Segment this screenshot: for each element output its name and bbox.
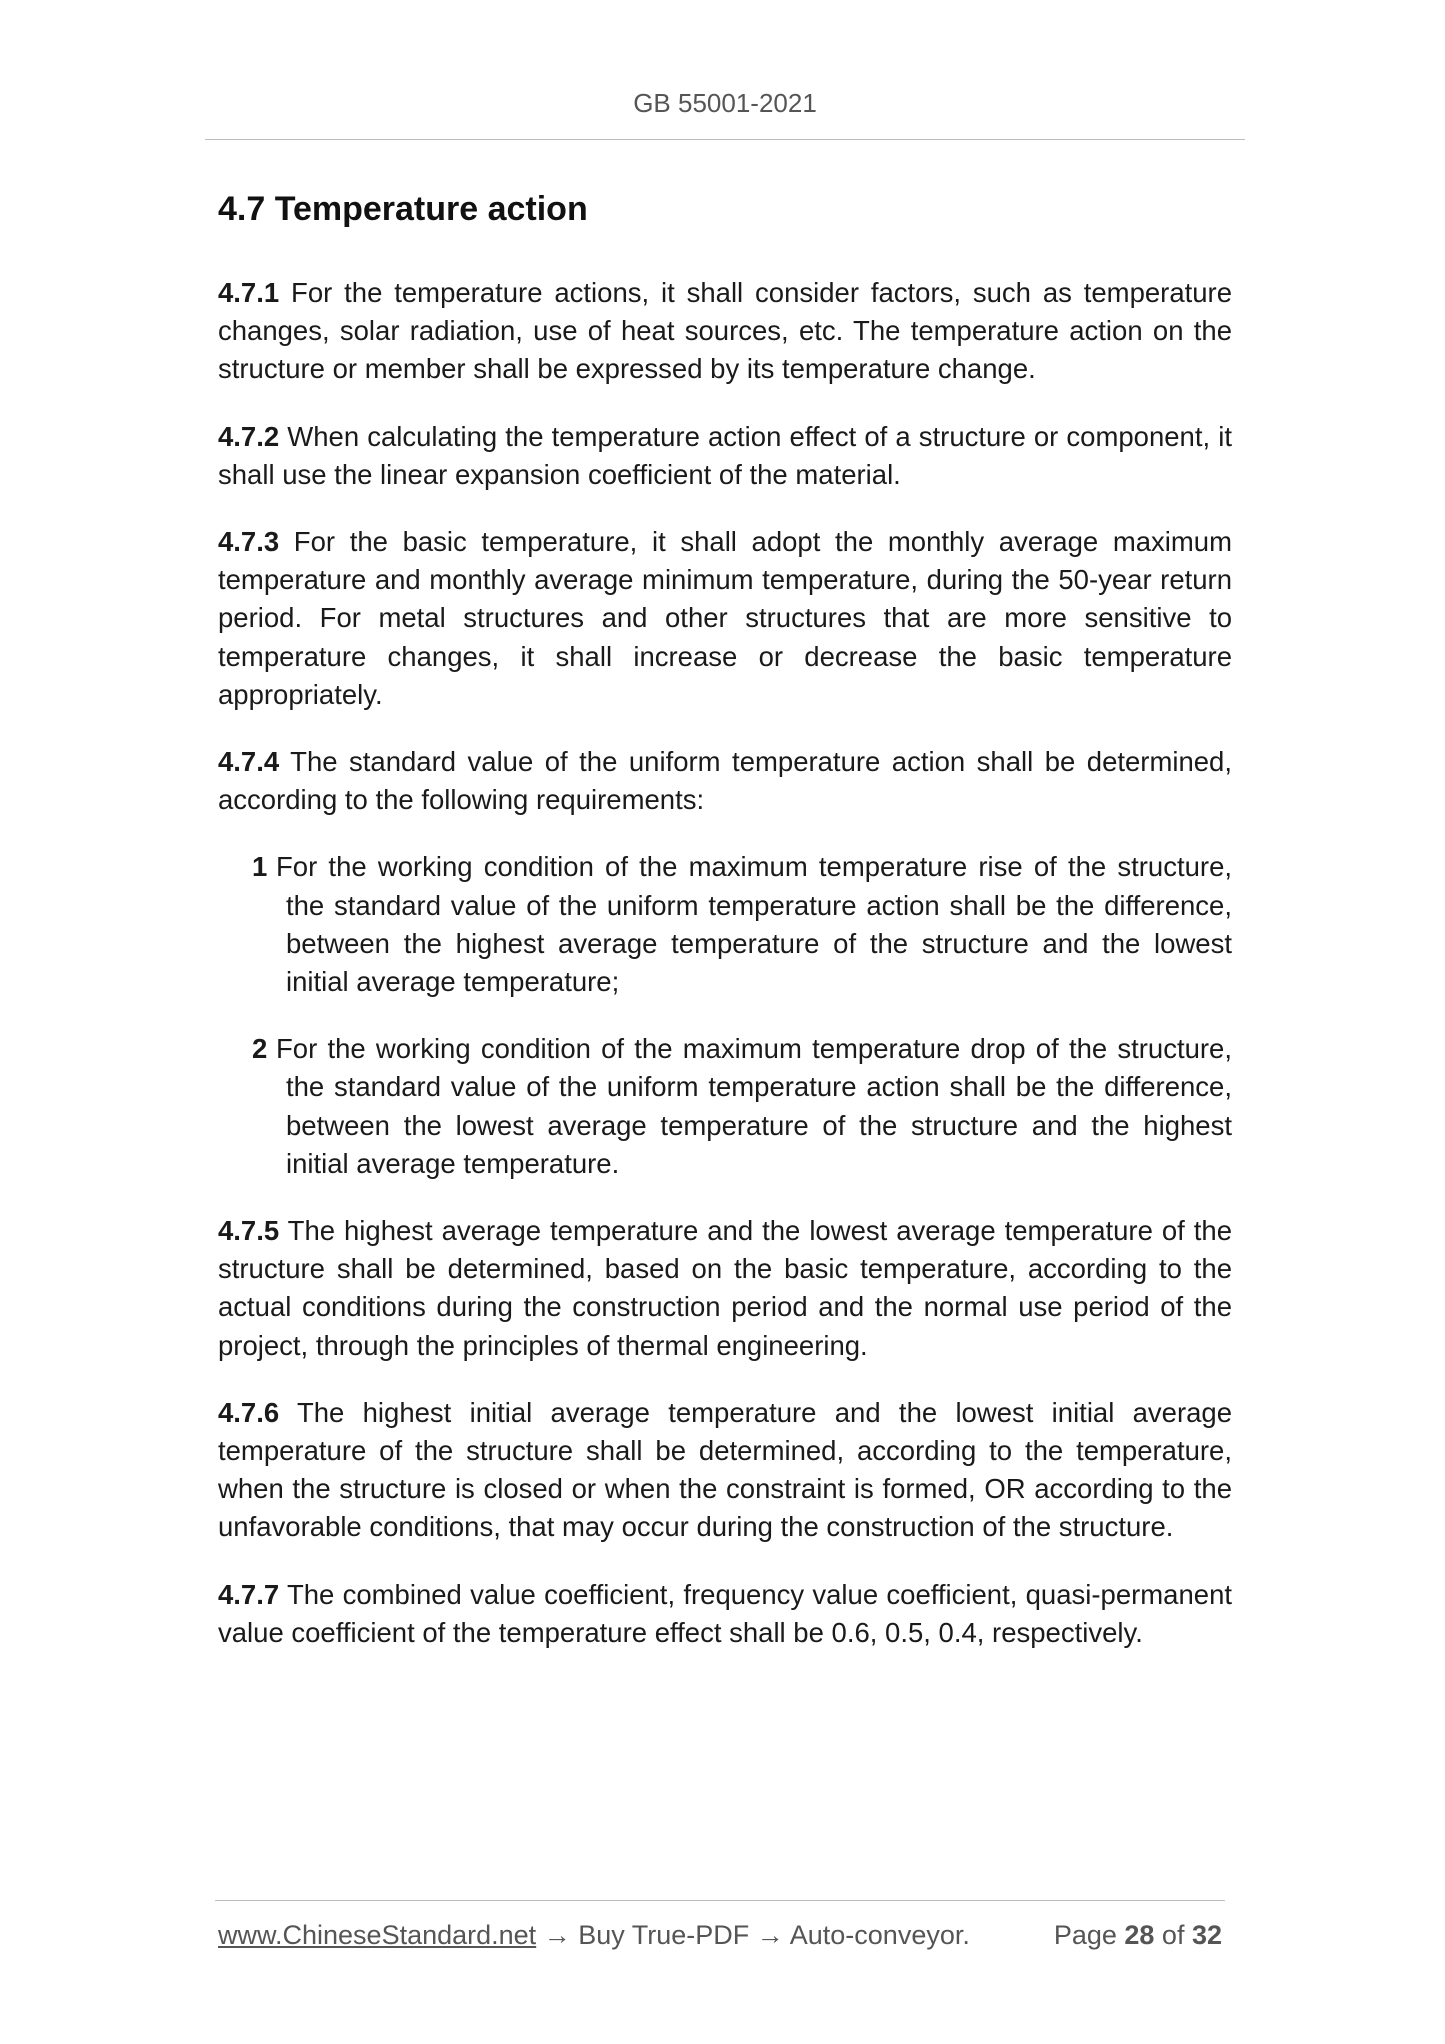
clause-4-7-6 (218, 1394, 1232, 1547)
page-content (218, 188, 1232, 1681)
clause-number: 4.7.2 (218, 420, 280, 452)
clause-4-7-1 (218, 274, 1232, 389)
page-label: Page (1053, 1920, 1125, 1950)
clause-4-7-3 (218, 523, 1232, 714)
item-text: For the working condition of the maximum temperature rise of the structure, the standard value of the uniform temperature action shall be the difference, between the highest average temperature of the structure and the lowest initial average temperature; (276, 851, 1232, 998)
page-number (1054, 1920, 1222, 1951)
clause-4-7-7 (218, 1576, 1232, 1652)
item-number: 1 (252, 851, 268, 883)
clause-text: For the temperature actions, it shall consider factors, such as temperature changes, solar radiation, use of heat sources, etc. The temperature action on the structure or member shall be expressed by its temperature change. (218, 277, 1232, 385)
clause-number: 4.7.6 (218, 1396, 280, 1428)
website-link[interactable]: www.ChineseStandard.net (218, 1920, 537, 1950)
page-of: of (1154, 1920, 1192, 1950)
clause-number: 4.7.4 (218, 746, 280, 778)
clause-4-7-4 (218, 743, 1232, 819)
document-header (205, 88, 1245, 119)
header-divider (205, 139, 1245, 140)
clause-text: The highest average temperature and the lowest average temperature of the structure shall be determined, based on the basic temperature, according to the actual conditions during the construction period and the normal use period of the project, through the principles of thermal engineering. (218, 1215, 1232, 1361)
footer-trail: → Buy True-PDF → Auto-conveyor. (536, 1920, 970, 1950)
list-item (252, 1030, 1232, 1183)
item-text: For the working condition of the maximum temperature drop of the structure, the standard value of the uniform temperature action shall be the difference, between the lowest average temperature of the structure and the highest initial average temperature. (276, 1033, 1232, 1179)
document-code: GB 55001-2021 (633, 88, 817, 118)
section-title: 4.7 Temperature action (218, 190, 588, 228)
item-number: 2 (252, 1033, 268, 1065)
clause-number: 4.7.1 (218, 277, 280, 308)
footer-divider (215, 1900, 1225, 1901)
clause-4-7-2 (218, 418, 1232, 494)
clause-text: The highest initial average temperature and the lowest initial average temperature of the structure shall be determined, according to the temperature, when the structure is closed or when the constraint is formed, OR according to the unfavorable conditions, that may occur during the construction of the structure. (218, 1396, 1232, 1543)
clause-number: 4.7.3 (218, 526, 280, 558)
clause-text: When calculating the temperature action effect of a structure or component, it shall use the linear expansion coefficient of the material. (218, 420, 1232, 490)
clause-text: For the basic temperature, it shall adopt the monthly average maximum temperature and monthly average minimum temperature, during the 50-year return period. For metal structures and other structures that are more sensitive to temperature changes, it shall increase or decrease the basic temperature appropriately. (218, 526, 1232, 710)
clause-text: The combined value coefficient, frequency value coefficient, quasi-permanent value coefficient of the temperature effect shall be 0.6, 0.5, 0.4, respectively. (218, 1578, 1232, 1648)
clause-number: 4.7.7 (218, 1578, 280, 1610)
page-total: 32 (1191, 1920, 1222, 1950)
clause-text: The standard value of the uniform temperature action shall be determined, according to the following requirements: (218, 746, 1232, 816)
page-footer (218, 1920, 1228, 1951)
page-current: 28 (1124, 1920, 1155, 1950)
list-item (252, 848, 1232, 1001)
clause-number: 4.7.5 (218, 1215, 280, 1247)
clause-4-7-5 (218, 1212, 1232, 1365)
